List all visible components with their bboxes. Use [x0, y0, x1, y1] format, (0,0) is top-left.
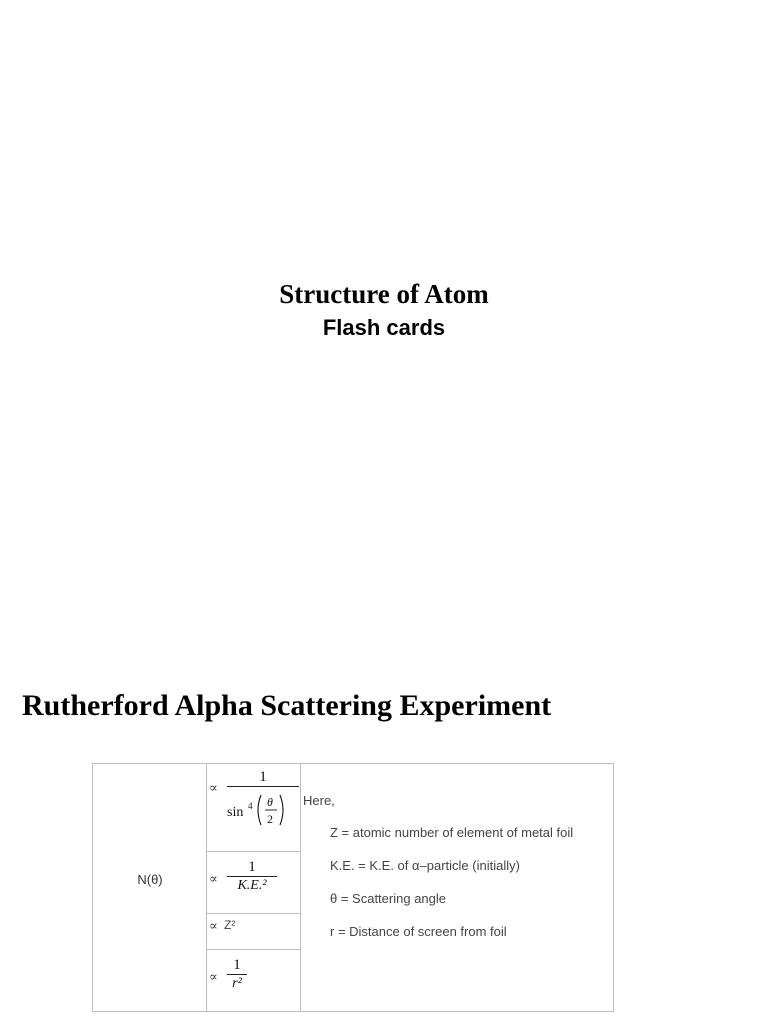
denominator: K.E.²	[237, 878, 267, 893]
numerator: 1	[233, 957, 241, 973]
fraction-ke	[227, 858, 277, 895]
sin-denominator-graphic	[227, 787, 299, 833]
n-theta-label: N(θ)	[137, 872, 163, 887]
formula-cell-z	[207, 914, 300, 950]
proportional-symbol: ∝	[209, 970, 218, 985]
label-column	[93, 764, 207, 1011]
svg-text:4: 4	[248, 801, 253, 811]
note-z: Z = atomic number of element of metal foil	[330, 825, 574, 840]
denominator: r²	[232, 976, 242, 991]
fraction-r	[227, 956, 247, 993]
section-heading: Rutherford Alpha Scattering Experiment	[22, 689, 552, 722]
note-r: r = Distance of screen from foil	[330, 924, 507, 939]
page-title: Structure of Atom	[279, 279, 489, 309]
proportional-symbol: ∝	[209, 781, 218, 796]
formula-cell-ke	[207, 852, 300, 914]
proportional-symbol: ∝	[209, 919, 218, 934]
formula-cell-sin	[207, 764, 300, 852]
notes-intro: Here,	[303, 793, 335, 808]
fraction-sin	[227, 768, 299, 838]
numerator: 1	[248, 859, 256, 875]
note-ke: K.E. = K.E. of α–particle (initially)	[330, 858, 520, 873]
proportional-symbol: ∝	[209, 872, 218, 887]
svg-text:2: 2	[267, 812, 273, 826]
formula-cell-r	[207, 950, 300, 1012]
svg-text:θ: θ	[267, 795, 273, 809]
svg-text:sin: sin	[227, 805, 244, 820]
numerator: 1	[259, 769, 267, 785]
z-squared: Z²	[224, 918, 236, 932]
page-subtitle: Flash cards	[322, 315, 446, 340]
note-theta: θ = Scattering angle	[330, 891, 446, 906]
formula-column	[207, 764, 301, 1011]
formula-table	[92, 763, 614, 1012]
notes-column	[301, 764, 613, 1011]
